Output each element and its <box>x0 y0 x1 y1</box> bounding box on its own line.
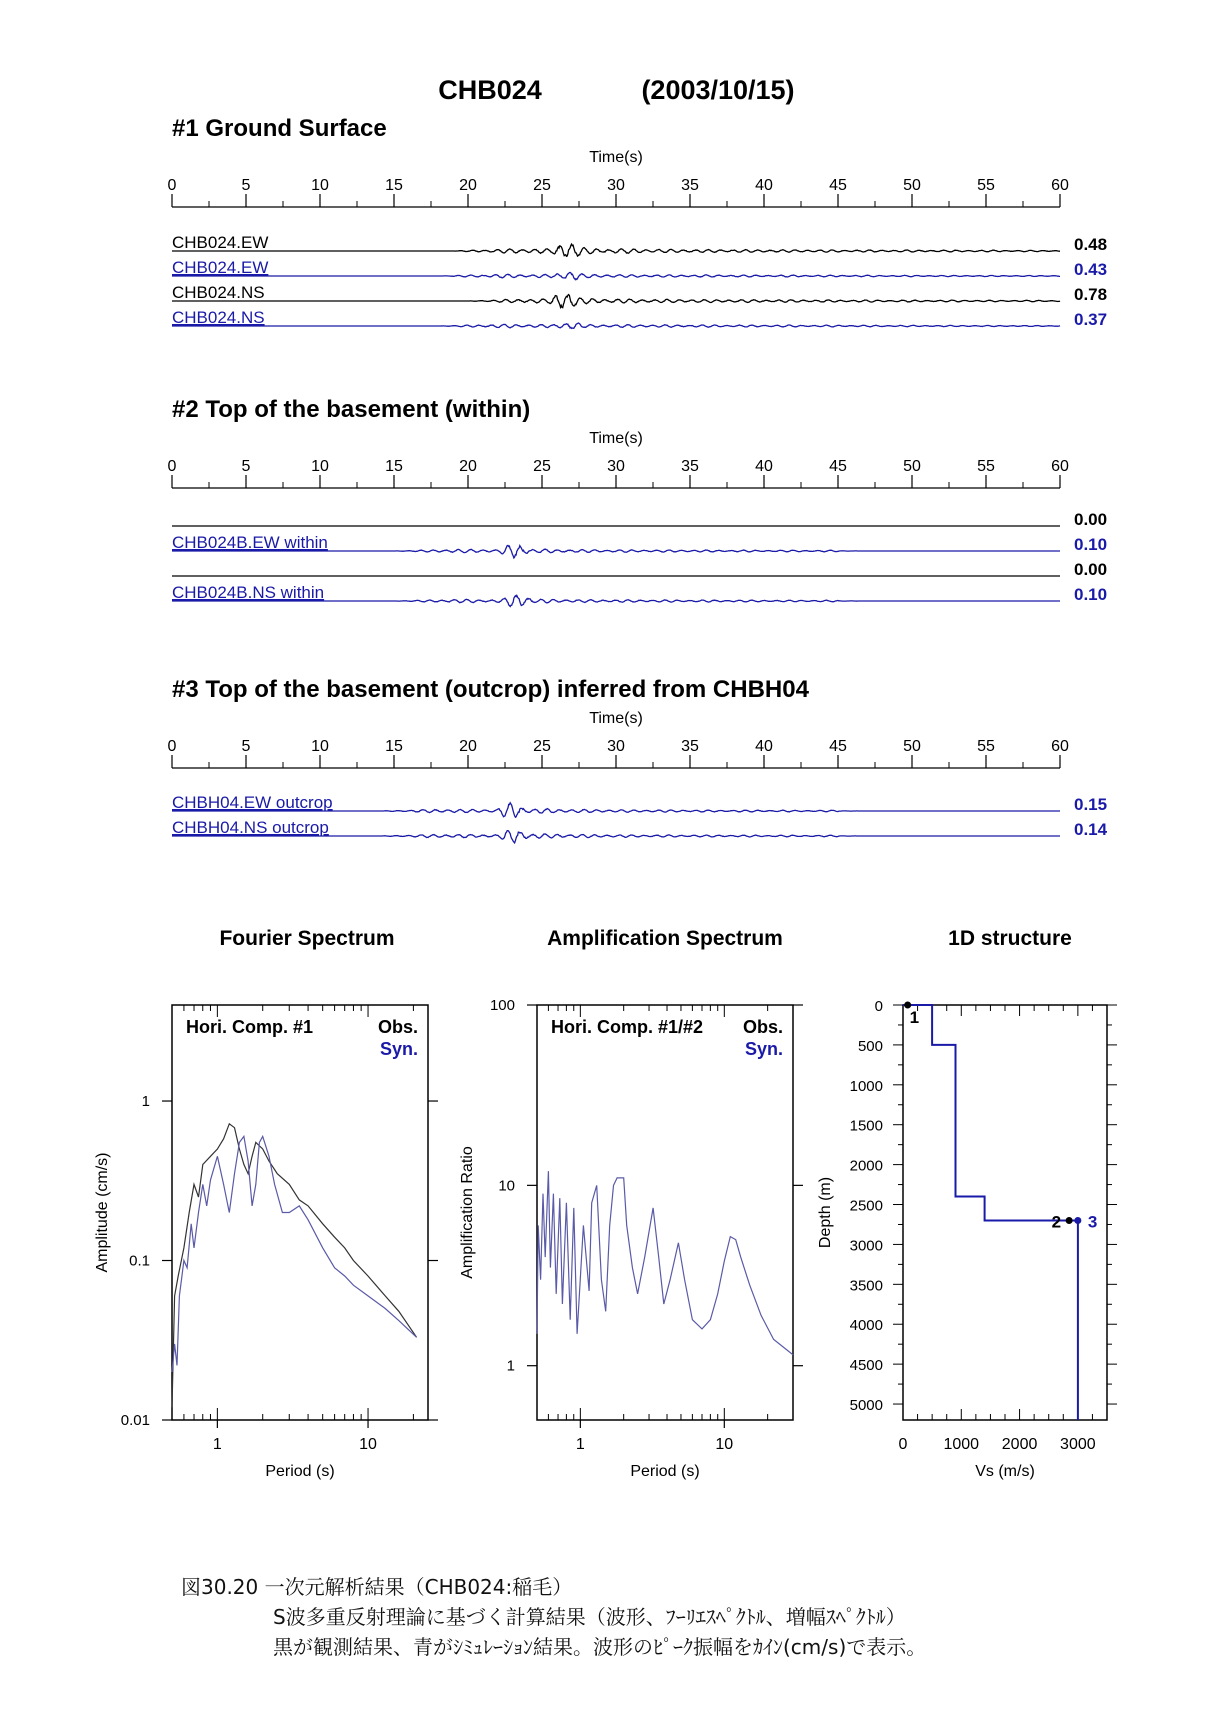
layer-marker <box>1066 1217 1073 1224</box>
x-tick-label: 1000 <box>943 1436 980 1453</box>
trace-name: CHB024.EW <box>172 258 269 277</box>
trace-peak-value: 0.48 <box>1074 235 1108 254</box>
y-axis-label: Amplification Ratio <box>459 1146 476 1279</box>
plot-frame <box>172 1005 428 1420</box>
y-tick-label: 1000 <box>849 1077 883 1095</box>
spectrum-line-syn <box>172 1136 417 1372</box>
trace-peak-value: 0.37 <box>1074 310 1108 329</box>
time-tick-label: 25 <box>533 177 551 194</box>
x-tick-label: 0 <box>898 1436 908 1453</box>
y-tick-label: 500 <box>857 1037 883 1055</box>
trace-peak-value: 0.14 <box>1074 820 1108 839</box>
y-tick-label: 0.1 <box>129 1252 150 1270</box>
time-tick-label: 30 <box>607 177 625 194</box>
layer-marker-label: 3 <box>1087 1212 1098 1232</box>
y-tick-label: 10 <box>498 1177 515 1195</box>
x-tick-label: 1 <box>212 1436 222 1453</box>
trace-peak-value: 0.10 <box>1074 585 1108 604</box>
layer-marker <box>1074 1217 1081 1224</box>
legend-syn: Syn. <box>379 1039 418 1059</box>
time-tick-label: 35 <box>681 177 699 194</box>
structure-title: 1D structure <box>948 927 1072 950</box>
time-tick-label: 60 <box>1051 458 1069 475</box>
time-tick-label: 40 <box>755 177 773 194</box>
time-tick-label: 50 <box>903 738 921 755</box>
y-tick-label: 0.01 <box>120 1412 150 1429</box>
legend-obs: Obs. <box>377 1017 418 1037</box>
time-tick-label: 25 <box>533 458 551 475</box>
time-tick-label: 5 <box>241 738 251 755</box>
figure-caption <box>181 1572 926 1662</box>
plot-frame <box>903 1005 1107 1420</box>
time-tick-label: 25 <box>533 738 551 755</box>
trace-peak-value: 0.00 <box>1074 510 1108 529</box>
y-tick-label: 5000 <box>849 1397 883 1415</box>
trace-name: CHB024.NS <box>172 308 265 327</box>
time-tick-label: 5 <box>241 458 251 475</box>
x-axis-label: Period (s) <box>630 1463 700 1480</box>
y-tick-label: 100 <box>489 997 515 1014</box>
waveform-trace <box>172 272 1060 279</box>
trace-name: CHB024.EW <box>172 233 269 252</box>
trace-name: CHB024B.NS within <box>172 583 325 602</box>
y-axis-label: Amplitude (cm/s) <box>94 1152 111 1273</box>
time-tick-label: 50 <box>903 458 921 475</box>
y-axis-label: Depth (m) <box>817 1176 834 1249</box>
time-tick-label: 45 <box>829 177 847 194</box>
time-tick-label: 0 <box>167 738 177 755</box>
time-tick-label: 5 <box>241 177 251 194</box>
panel-inner-label: Hori. Comp. #1 <box>186 1017 314 1037</box>
time-tick-label: 60 <box>1051 177 1069 194</box>
time-tick-label: 55 <box>977 738 995 755</box>
trace-name: CHB024B.EW within <box>172 533 328 552</box>
time-tick-label: 10 <box>311 177 329 194</box>
y-tick-label: 3000 <box>849 1237 883 1255</box>
time-tick-label: 40 <box>755 738 773 755</box>
time-tick-label: 15 <box>385 458 403 475</box>
x-axis-label: Vs (m/s) <box>975 1463 1035 1480</box>
y-tick-label: 4500 <box>849 1357 883 1375</box>
wave-panel-title: #2 Top of the basement (within) <box>172 396 531 423</box>
spectrum-line-syn <box>537 1171 793 1355</box>
time-tick-label: 0 <box>167 458 177 475</box>
time-axis-label: Time(s) <box>589 430 643 447</box>
spectrum-title: Fourier Spectrum <box>219 927 395 950</box>
trace-peak-value: 0.10 <box>1074 535 1108 554</box>
trace-name: CHB024.NS <box>172 283 265 302</box>
x-tick-label: 10 <box>359 1436 377 1453</box>
time-tick-label: 40 <box>755 458 773 475</box>
time-axis-label: Time(s) <box>589 149 643 166</box>
time-tick-label: 55 <box>977 458 995 475</box>
time-tick-label: 35 <box>681 458 699 475</box>
waveform-trace <box>172 295 1060 308</box>
y-tick-label: 1 <box>141 1093 150 1111</box>
caption-line-3: 黒が観測結果、青がｼﾐｭﾚｰｼｮﾝ結果。波形のﾋﾟｰｸ振幅をｶｲﾝ(cm/s)で表示。 <box>273 1635 927 1659</box>
waveform-trace <box>172 323 1060 328</box>
time-axis-label: Time(s) <box>589 710 643 727</box>
time-tick-label: 15 <box>385 738 403 755</box>
trace-peak-value: 0.78 <box>1074 285 1108 304</box>
y-tick-label: 2500 <box>849 1197 883 1215</box>
time-tick-label: 35 <box>681 738 699 755</box>
plot-frame <box>537 1005 793 1420</box>
time-tick-label: 50 <box>903 177 921 194</box>
trace-peak-value: 0.43 <box>1074 260 1108 279</box>
waveform-trace <box>172 244 1060 256</box>
legend-obs: Obs. <box>742 1017 783 1037</box>
time-tick-label: 60 <box>1051 738 1069 755</box>
x-tick-label: 2000 <box>1001 1436 1038 1453</box>
spectrum-line-obs <box>172 1124 417 1408</box>
layer-marker-label: 2 <box>1051 1212 1062 1232</box>
time-tick-label: 55 <box>977 177 995 194</box>
time-tick-label: 0 <box>167 177 177 194</box>
y-tick-label: 3500 <box>849 1277 883 1295</box>
header-station: CHB024 <box>438 75 542 105</box>
x-axis-label: Period (s) <box>265 1463 335 1480</box>
y-tick-label: 1500 <box>849 1117 883 1135</box>
time-tick-label: 20 <box>459 458 477 475</box>
trace-name: CHBH04.EW outcrop <box>172 793 333 812</box>
trace-peak-value: 0.00 <box>1074 560 1108 579</box>
x-tick-label: 1 <box>575 1436 585 1453</box>
time-tick-label: 30 <box>607 458 625 475</box>
trace-name: CHBH04.NS outcrop <box>172 818 329 837</box>
y-tick-label: 4000 <box>849 1317 883 1335</box>
header-date: (2003/10/15) <box>641 75 795 105</box>
trace-peak-value: 0.15 <box>1074 795 1108 814</box>
y-tick-label: 1 <box>506 1357 515 1375</box>
wave-panel-title: #3 Top of the basement (outcrop) inferred from CHBH04 <box>172 676 809 703</box>
wave-panel-title: #1 Ground Surface <box>172 115 387 142</box>
x-tick-label: 3000 <box>1060 1436 1096 1453</box>
time-tick-label: 10 <box>311 458 329 475</box>
time-tick-label: 20 <box>459 177 477 194</box>
y-tick-label: 0 <box>874 998 883 1015</box>
time-tick-label: 10 <box>311 738 329 755</box>
y-tick-label: 2000 <box>849 1157 883 1175</box>
panel-inner-label: Hori. Comp. #1/#2 <box>551 1017 704 1037</box>
time-tick-label: 45 <box>829 738 847 755</box>
caption-line-2: S波多重反射理論に基づく計算結果（波形、ﾌｰﾘｴｽﾍﾟｸﾄﾙ、増幅ｽﾍﾟｸﾄﾙ） <box>273 1605 906 1629</box>
spectrum-title: Amplification Spectrum <box>547 927 783 950</box>
time-tick-label: 45 <box>829 458 847 475</box>
x-tick-label: 10 <box>715 1436 734 1453</box>
time-tick-label: 30 <box>607 738 625 755</box>
legend-syn: Syn. <box>744 1039 783 1059</box>
layer-marker-label: 1 <box>909 1008 920 1027</box>
time-tick-label: 15 <box>385 177 403 194</box>
caption-line-1: 図30.20 一次元解析結果（CHB024:稲毛） <box>181 1575 573 1599</box>
time-tick-label: 20 <box>459 738 477 755</box>
